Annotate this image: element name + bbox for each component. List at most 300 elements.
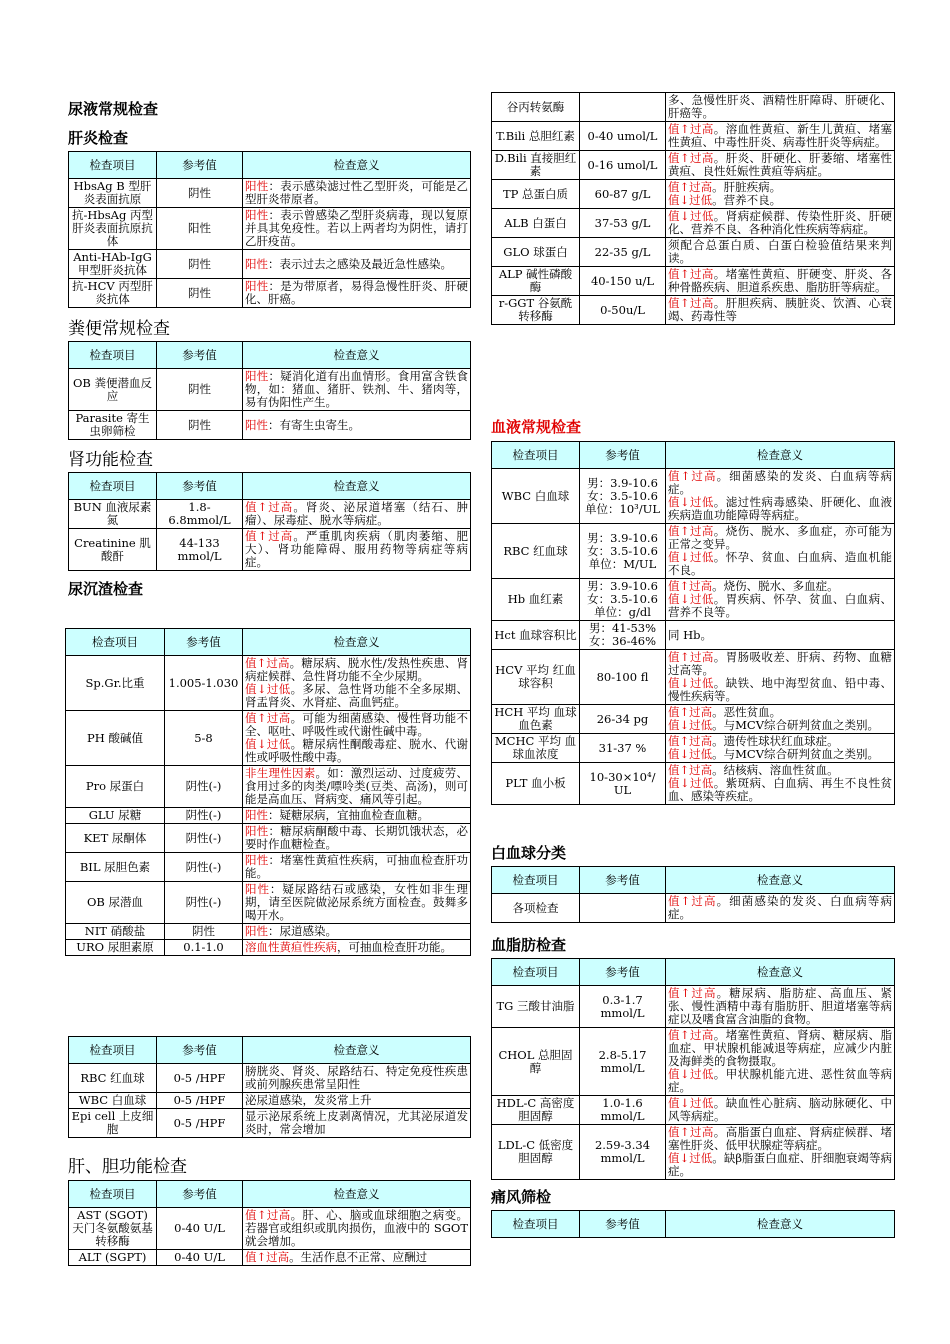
meaning-tag: 值↓过低 [245,737,291,751]
ref-header: 参考值 [157,152,243,179]
meaning-tag: 值↑过高 [245,711,291,725]
table-row [66,711,471,766]
table-row [69,1250,471,1266]
ref-value: 44-133 mmol/L [157,529,243,571]
table-row [69,529,471,571]
table-row [492,1096,895,1125]
meaning-cell [666,209,895,238]
meaning-text: 。恶性贫血。 [712,705,782,719]
meaning-cell [243,824,471,853]
meaning-cell [243,1250,471,1266]
table-row [492,705,895,734]
meaning-cell [666,151,895,180]
meaning-text: 。肝脏疾病。 [712,180,782,194]
header-row [66,629,471,656]
header-row [492,867,895,894]
meaning-tag: 值↓过低 [245,682,291,696]
meaning-tag: 值↓过低 [668,1151,713,1165]
table-row [66,853,471,882]
meaning-tag: 值↑过高 [668,296,714,310]
item-name: Pro 尿蛋白 [66,766,165,808]
meaning-text: 显示泌尿系统上皮剥离情况，尤其泌尿道发炎时，常会增加 [245,1109,468,1136]
table-row [492,93,895,122]
meaning-cell [666,180,895,209]
meaning-tag: 阳性 [245,369,269,383]
table-row [492,734,895,763]
meaning-text: 。细菌感染的发炎、白血病等病症。 [668,894,892,921]
wbc-class-table [491,866,895,923]
meaning-text: 。缺铁、地中海型贫血、铅中毒、慢性疾病等。 [668,676,893,703]
item-name: PH 酸碱值 [66,711,165,766]
meaning-cell [243,766,471,808]
item-name: MCHC 平均 血球血浓度 [492,734,580,763]
item-name: URO 尿胆素原 [66,940,165,956]
item-name: TP 总蛋白质 [492,180,580,209]
item-name: OB 尿潜血 [66,882,165,924]
table-row [492,763,895,805]
meaning-cell [666,122,895,151]
meaning-text: 。缺β脂蛋白血症、肝细胞衰竭等病症。 [668,1151,892,1178]
table-row [492,621,895,650]
meaning-cell [666,621,895,650]
meaning-text: ：疑消化道有出血情形。食用富含铁食物，如：猪血、猪肝、铁剂、牛、猪肉等，易有伪阳性产生。 [245,369,468,409]
table-row [492,296,895,325]
section-title-urine-routine: 尿液常规检查 [68,100,159,118]
meaning-header: 检查意义 [666,442,895,469]
meaning-tag: 值↑过高 [668,469,717,483]
item-name: KET 尿酮体 [66,824,165,853]
table-row [69,279,471,308]
sediment-cells-table [68,1036,471,1138]
meaning-text: ：表示曾感染乙型肝炎病毒，现以复原并具其免疫性。若以上两者均为阴性，请打乙肝疫苗。 [245,208,468,248]
meaning-tag: 阳性 [245,179,269,193]
ref-value: 0-50u/L [580,296,666,325]
meaning-text: 。细菌感染的发炎、白血病等病症。 [668,469,892,496]
ref-value: 男：3.9-10.6 女：3.5-10.6 单位：M/UL [580,524,666,579]
header-row [69,473,471,500]
table-row [69,1064,471,1093]
meaning-tag: 值↑过高 [245,1208,291,1222]
header-row [492,1211,895,1238]
ref-value: 阴性(-) [165,882,243,924]
table-row [66,824,471,853]
meaning-text: 。缺血性心脏病、脑动脉硬化、中风等病症。 [668,1096,893,1123]
meaning-text: ：尿道感染。 [268,924,337,938]
header-row [492,442,895,469]
meaning-cell [666,734,895,763]
header-row [492,959,895,986]
item-name: Epi cell 上皮细胞 [69,1109,157,1138]
meaning-cell [243,853,471,882]
meaning-text: 。堵塞性黄疸、肝硬变、肝炎、各种骨骼疾病、胆道系疾患、脂肪肝等病症。 [668,267,893,294]
meaning-text: ，可抽血检查肝功能。 [337,940,452,954]
meaning-cell [243,250,471,279]
item-header: 检查项目 [69,1181,157,1208]
ref-value: 2.59-3.34 mmol/L [580,1125,666,1180]
table-row [66,882,471,924]
ref-value: 22-35 g/L [580,238,666,267]
meaning-tag: 值↑过高 [668,705,713,719]
ref-value: 阴性 [165,924,243,940]
meaning-tag: 值↓过低 [668,676,714,690]
meaning-cell [666,650,895,705]
item-name: Hb 血红素 [492,579,580,621]
meaning-cell [666,267,895,296]
item-name: BUN 血液尿素氮 [69,500,157,529]
meaning-cell [243,500,471,529]
table-row [492,122,895,151]
table-row [66,924,471,940]
meaning-cell [243,1109,471,1138]
ref-header: 参考值 [580,959,666,986]
meaning-cell [666,238,895,267]
meaning-tag: 阳性 [245,924,268,938]
item-name: D.Bili 直接胆红素 [492,151,580,180]
table-row [492,180,895,209]
item-name: RBC 红血球 [492,524,580,579]
meaning-text: ：有寄生虫寄生。 [268,417,360,432]
meaning-tag: 值↑过高 [245,500,294,514]
ref-header: 参考值 [157,1181,243,1208]
item-name: OB 粪便潜血反应 [69,369,157,411]
table-row [492,986,895,1028]
meaning-cell [666,1096,895,1125]
meaning-header: 检查意义 [243,342,471,369]
meaning-text: 。肝胆疾病、胰脏炎、饮酒、心衰竭、药毒性等 [668,296,893,323]
meaning-text: 。滤过性病毒感染、肝硬化、血液疾病造血功能障碍等病症。 [668,495,893,522]
meaning-tag: 值↑过高 [668,524,714,538]
item-name: Anti-HAb-IgG 甲型肝炎抗体 [69,250,157,279]
meaning-tag: 值↓过低 [668,718,713,732]
meaning-tag: 值↑过高 [668,986,717,1000]
meaning-text: ：表示感染滤过性乙型肝炎，可能是乙型肝炎带原者。 [245,179,468,206]
meaning-text: 。肾病症候群、传染性肝炎、肝硬化、营养不良、各种消化性疾病等病症。 [668,209,893,236]
meaning-text: 。遗传性球状红血球症。 [712,734,839,748]
meaning-tag: 值↑过高 [668,151,714,165]
ref-value: 阴性 [157,411,243,440]
meaning-cell [243,411,471,440]
meaning-header: 检查意义 [243,473,471,500]
meaning-tag: 值↑过高 [668,650,714,664]
item-name: LDL-C 低密度胆固醇 [492,1125,580,1180]
meaning-text: 。烧伤、脱水、多血症，亦可能为正常之变异。 [668,524,893,551]
table-row [69,369,471,411]
gout-table [491,1210,895,1238]
ref-value: 31-37 % [580,734,666,763]
meaning-text: 。严重肌肉疾病（肌肉萎缩、肥大）、肾功能障碍、服用药物等病症等病症。 [245,529,468,569]
ref-value [580,93,666,122]
meaning-tag: 值↑过高 [245,656,290,670]
ref-header: 参考值 [165,629,243,656]
ref-value: 阴性(-) [165,808,243,824]
meaning-text: 同 Hb。 [668,627,713,642]
meaning-cell [666,524,895,579]
item-header: 检查项目 [492,442,580,469]
section-title-sediment: 尿沉渣检查 [68,580,144,598]
meaning-text: 。肾炎、泌尿道堵塞（结石、肿瘤）、尿毒症、脱水等病症。 [245,500,468,527]
meaning-text: 。可能为细菌感染、慢性肾功能不全、呕吐、呼吸性或代谢性碱中毒。 [245,711,469,738]
meaning-cell [243,940,471,956]
meaning-text: 。营养不良。 [712,193,782,207]
ref-value [580,894,666,923]
section-title-gout: 痛风筛检 [491,1188,552,1206]
meaning-text: 。紫斑病、白血病、再生不良性贫血、感染等疾症。 [668,776,893,803]
meaning-cell [666,763,895,805]
meaning-text: 。与MCV综合研判贫血之类别。 [712,747,880,761]
meaning-tag: 值↑过高 [668,579,713,593]
meaning-cell [666,1028,895,1096]
meaning-cell [666,1125,895,1180]
table-row [492,1028,895,1096]
item-name: 抗-HbsAg 丙型肝炎表面抗原抗体 [69,208,157,250]
ref-value: 阴性(-) [165,824,243,853]
ref-value: 1.0-1.6 mmol/L [580,1096,666,1125]
meaning-text: 膀胱炎、肾炎、尿路结石、特定免疫性疾患或前列腺疾患常呈阳性 [245,1064,468,1091]
meaning-cell [243,179,471,208]
meaning-cell [666,705,895,734]
meaning-tag: 值↑过高 [668,763,713,777]
meaning-tag: 值↓过低 [668,550,714,564]
ref-value: 0-16 umol/L [580,151,666,180]
meaning-text: 。结核病、溶血性贫血。 [712,763,839,777]
meaning-tag: 阳性 [245,882,270,896]
item-name: RBC 红血球 [69,1064,157,1093]
item-header: 检查项目 [492,1211,580,1238]
item-header: 检查项目 [69,473,157,500]
meaning-tag: 值↓过低 [668,1096,714,1110]
meaning-text: 。糖尿病、脱水性/发热性疾患、肾病症候群、急性肾功能不全少尿期。 [245,656,469,683]
meaning-cell [243,882,471,924]
meaning-tag: 值↓过低 [668,193,713,207]
sediment-table [65,628,471,956]
ref-value: 80-100 fl [580,650,666,705]
item-name: HCV 平均 红血球容积 [492,650,580,705]
item-name: CHOL 总胆固醇 [492,1028,580,1096]
ref-value: 37-53 g/L [580,209,666,238]
ref-header: 参考值 [580,867,666,894]
table-row [492,151,895,180]
ref-value: 5-8 [165,711,243,766]
item-name: PLT 血小板 [492,763,580,805]
ref-value: 26-34 pg [580,705,666,734]
table-row [492,209,895,238]
meaning-text: ：堵塞性黄疸性疾病，可抽血检查肝功能。 [245,853,468,880]
meaning-tag: 阳性 [245,208,269,222]
item-name: WBC 白血球 [69,1093,157,1109]
item-name: GLU 尿糖 [66,808,165,824]
meaning-text: 。多尿、急性肾功能不全多尿期、肾盂肾炎、水肾症、高血钙症。 [245,682,469,709]
table-row [492,894,895,923]
ref-value: 10-30×10⁴/ UL [580,763,666,805]
ref-header: 参考值 [157,1037,243,1064]
meaning-text: ：疑尿路结石或感染，女性如非生理期，请至医院做泌尿系统方面检查。鼓舞多喝开水。 [245,882,469,922]
meaning-cell [243,279,471,308]
item-name: Sp.Gr.比重 [66,656,165,711]
meaning-tag: 值↑过高 [245,529,294,543]
meaning-text: ：是为带原者，易得急慢性肝炎、肝硬化、肝癌。 [245,279,468,306]
meaning-text: 。胃疾病、怀孕、贫血、白血病、营养不良等。 [668,592,893,619]
item-name: 各项检查 [492,894,580,923]
section-title-hepatitis: 肝炎检查 [68,129,129,147]
meaning-text: 。高脂蛋白血症、肾病症候群、堵塞性肝炎、低甲状腺症等病症。 [668,1125,893,1152]
ref-value: 0-40 U/L [157,1208,243,1250]
item-name: TG 三酸甘油脂 [492,986,580,1028]
meaning-text: 泌尿道感染，发炎常上升 [245,1093,372,1107]
meaning-cell [243,1208,471,1250]
meaning-text: 。生活作息不正常、应酬过 [289,1250,428,1264]
meaning-cell [666,93,895,122]
meaning-tag: 值↓过低 [668,747,713,761]
meaning-tag: 值↑过高 [668,894,717,908]
table-row [69,411,471,440]
ref-value: 1.005-1.030 [165,656,243,711]
liver-table-continued [491,92,895,325]
ref-value: 阴性 [157,279,243,308]
meaning-header: 检查意义 [243,1181,471,1208]
ref-value: 阴性 [157,250,243,279]
table-row [66,808,471,824]
item-header: 检查项目 [492,959,580,986]
ref-value: 男：3.9-10.6 女：3.5-10.6 单位：10³/UL [580,469,666,524]
meaning-text: 。甲状腺机能亢进、恶性贫血等病症。 [668,1067,893,1094]
meaning-text: 。如：激烈运动、过度疲劳、食用过多的肉类/嘌呤类(豆类、高汤)，则可能是高血压、肾病变、痛风等引起。 [245,766,468,806]
meaning-text: 。堵塞性黄疸、肾病、糖尿病、脂血症、甲状腺机能减退等病症，应减少内脏及海鲜类的食物摄取。 [668,1028,893,1068]
meaning-cell [243,808,471,824]
ref-value: 40-150 u/L [580,267,666,296]
hepatitis-table [68,151,471,308]
meaning-cell [243,924,471,940]
meaning-text: 。糖尿病性酮酸毒症、脱水、代谢性或呼吸性酸中毒。 [245,737,469,764]
table-row [492,469,895,524]
blood-table [491,441,895,805]
meaning-text: 。溶血性黄疸、新生儿黄疸、堵塞性黄疸、中毒性肝炎、病毒性肝炎等病症。 [668,122,893,149]
ref-value: 0-5 /HPF [157,1093,243,1109]
meaning-tag: 阳性 [245,279,269,293]
meaning-tag: 值↓过低 [668,495,714,509]
meaning-tag: 阳性 [245,417,268,432]
meaning-cell [666,579,895,621]
ref-value: 2.8-5.17 mmol/L [580,1028,666,1096]
meaning-text: ：表示过去之感染及最近急性感染。 [268,256,452,271]
item-name: HCH 平均 血球血色素 [492,705,580,734]
table-row [69,1109,471,1138]
meaning-tag: 值↑过高 [668,180,713,194]
ref-value: 0.3-1.7 mmol/L [580,986,666,1028]
section-title-blood-routine: 血液常规检查 [491,418,582,436]
meaning-text: 。肝、心、脑或血球细胞之病变。若器官或组织或肌肉损伤，血液中的 SGOT 就会增加。 [245,1208,469,1248]
ref-value: 0-40 umol/L [580,122,666,151]
section-title-lipid: 血脂肪检查 [491,936,567,954]
item-name: 谷丙转氨酶 [492,93,580,122]
meaning-header: 检查意义 [243,1037,471,1064]
meaning-tag: 值↓过低 [668,776,714,790]
item-header: 检查项目 [492,867,580,894]
section-title-stool: 粪便常规检查 [68,319,170,339]
item-name: Creatinine 肌酸酐 [69,529,157,571]
item-name: HbsAg B 型肝炎表面抗原 [69,179,157,208]
item-name: T.Bili 总胆红素 [492,122,580,151]
meaning-cell [666,986,895,1028]
ref-value: 0-40 U/L [157,1250,243,1266]
kidney-table [68,472,471,571]
meaning-tag: 阳性 [245,808,268,822]
item-name: HDL-C 高密度胆固醇 [492,1096,580,1125]
meaning-tag: 溶血性黄疸性疾病 [245,940,337,954]
item-name: Parasite 寄生虫卵筛检 [69,411,157,440]
table-row [492,650,895,705]
table-row [69,1208,471,1250]
meaning-tag: 值↑过高 [668,734,713,748]
meaning-text: 。糖尿病、脂肪症、高血压、紧张、慢性酒精中毒有脂肪肝、胆道堵塞等病症以及嗜食富含油脂的食物。 [668,986,892,1026]
table-row [69,208,471,250]
meaning-tag: 阳性 [245,853,269,867]
table-row [69,500,471,529]
ref-value: 阳性 [157,208,243,250]
meaning-header: 检查意义 [243,629,471,656]
item-name: ALT (SGPT) [69,1250,157,1266]
liver-table [68,1180,471,1266]
meaning-cell [243,656,471,711]
meaning-tag: 值↓过低 [668,1067,714,1081]
meaning-tag: 值↑过高 [668,1028,714,1042]
meaning-tag: 值↓过低 [668,209,714,223]
ref-value: 阴性 [157,369,243,411]
meaning-cell [666,894,895,923]
meaning-tag: 值↑过高 [668,1125,714,1139]
table-row [69,179,471,208]
item-name: 抗-HCV 丙型肝炎抗体 [69,279,157,308]
meaning-cell [243,711,471,766]
header-row [69,342,471,369]
meaning-tag: 阳性 [245,824,269,838]
section-title-kidney: 肾功能检查 [68,450,153,470]
ref-header: 参考值 [580,1211,666,1238]
table-row [492,267,895,296]
header-row [69,1037,471,1064]
header-row [69,152,471,179]
meaning-header: 检查意义 [666,867,895,894]
item-header: 检查项目 [69,1037,157,1064]
table-row [66,940,471,956]
item-name: r-GGT 谷氨酰转移酶 [492,296,580,325]
meaning-text: ：疑糖尿病，宜抽血检查血糖。 [268,808,429,822]
header-row [69,1181,471,1208]
ref-value: 阴性(-) [165,766,243,808]
ref-value: 0.1-1.0 [165,940,243,956]
meaning-tag: 值↑过高 [245,1250,290,1264]
meaning-cell [243,1064,471,1093]
ref-value: 0-5 /HPF [157,1064,243,1093]
ref-value: 0-5 /HPF [157,1109,243,1138]
stool-table [68,341,471,440]
ref-value: 男：3.9-10.6 女：3.5-10.6 单位：g/dl [580,579,666,621]
meaning-cell [243,369,471,411]
item-header: 检查项目 [66,629,165,656]
table-row [66,656,471,711]
meaning-text: 。胃肠吸收差、肝病、药物、血糖过高等。 [668,650,893,677]
meaning-header: 检查意义 [666,959,895,986]
table-row [492,238,895,267]
item-name: AST (SGOT) 天门冬氨酸氨基转移酶 [69,1208,157,1250]
ref-value: 60-87 g/L [580,180,666,209]
ref-value: 阴性(-) [165,853,243,882]
meaning-tag: 值↑过高 [668,267,714,281]
table-row [66,766,471,808]
meaning-text: 。与MCV综合研判贫血之类别。 [712,718,880,732]
item-name: ALP 碱性磷酸酶 [492,267,580,296]
ref-value: 1.8-6.8mmol/L [157,500,243,529]
item-name: ALB 白蛋白 [492,209,580,238]
